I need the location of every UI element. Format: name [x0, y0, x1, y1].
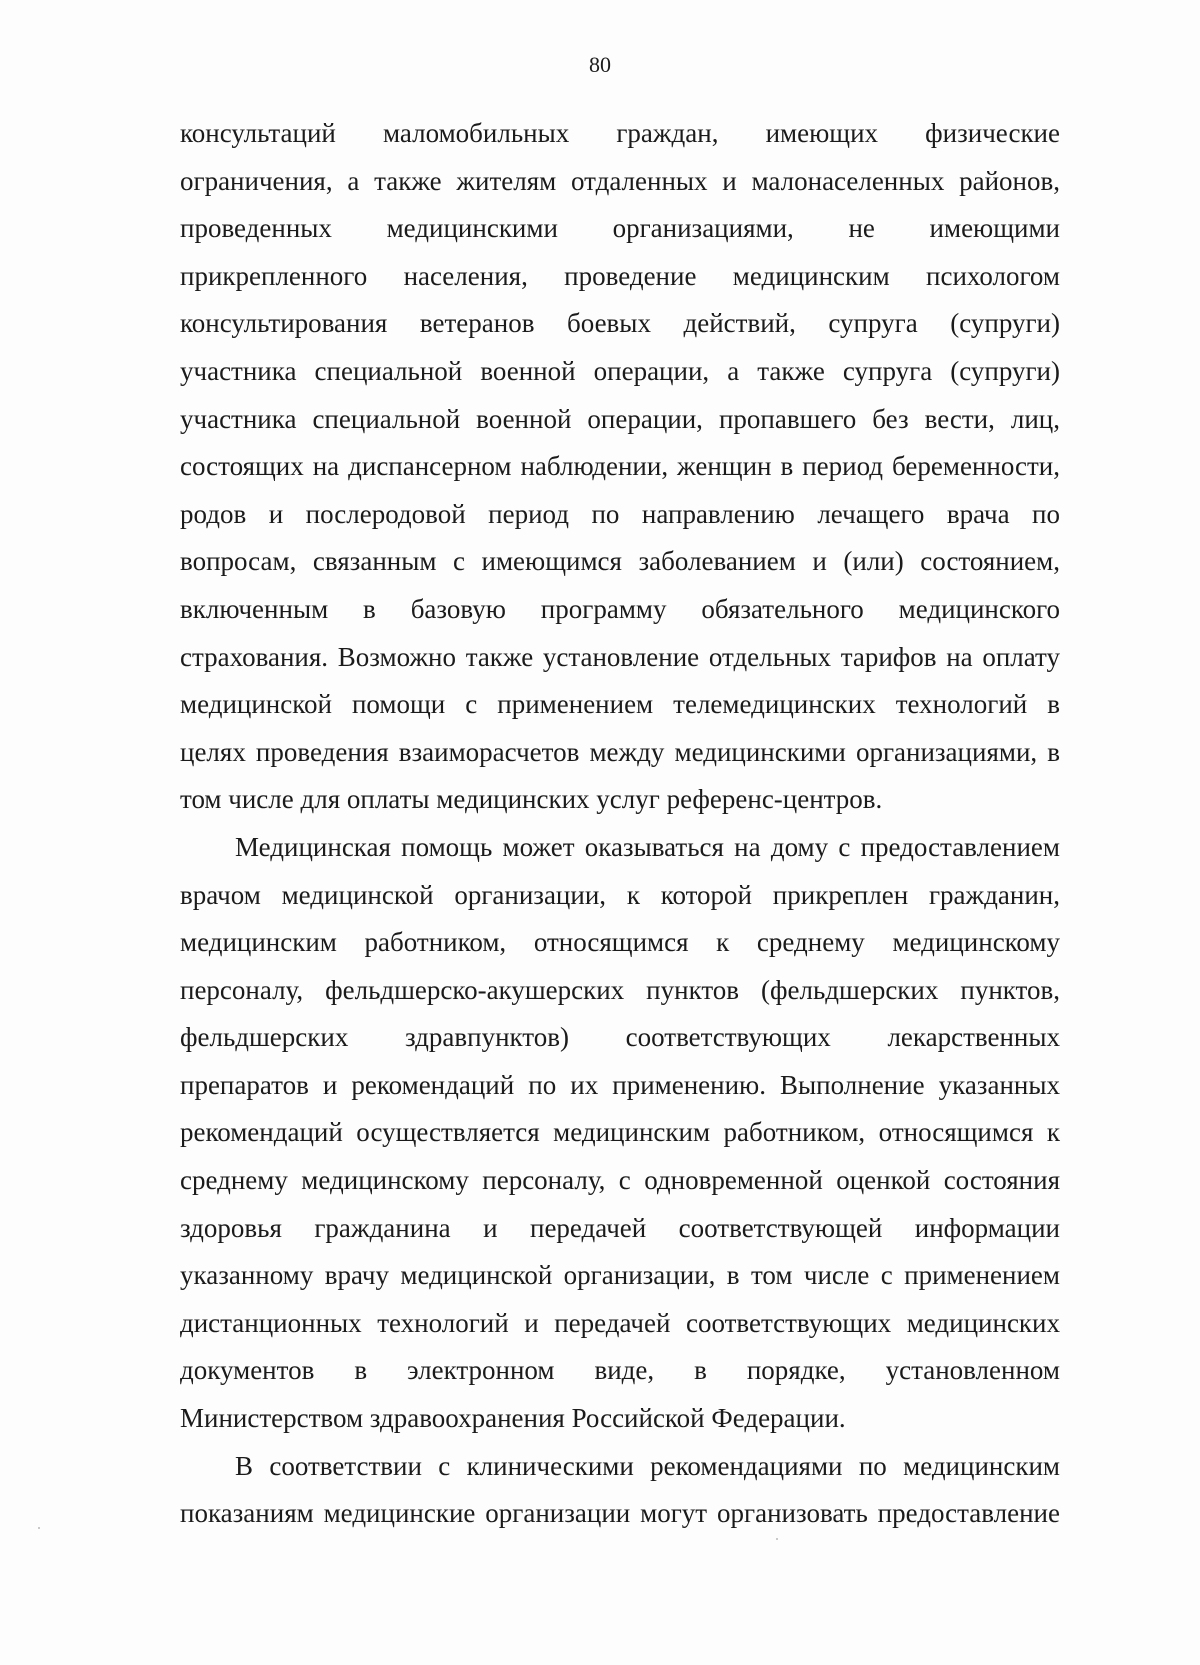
text-line: В соответствии с клиническими рекомендациями по медицинским	[235, 1450, 1060, 1481]
text-line: медицинским работником, относящимся к среднему медицинскому	[180, 927, 1060, 958]
text-line: врачом медицинской организации, к которой прикреплен гражданин,	[180, 879, 1060, 910]
text-line: фельдшерских здравпунктов) соответствующих лекарственных	[180, 1022, 1060, 1053]
document-body	[180, 110, 1060, 1538]
text-line: документов в электронном виде, в порядке, установленном	[180, 1355, 1060, 1386]
text-line: консультирования ветеранов боевых действий, супруга (супруги)	[180, 308, 1060, 339]
paragraph-3	[180, 1443, 1060, 1538]
text-line: страхования. Возможно также установление отдельных тарифов на оплату	[180, 641, 1060, 672]
text-line: проведенных медицинскими организациями, не имеющими	[180, 213, 1060, 244]
text-line: консультаций маломобильных граждан, имеющих физические	[180, 118, 1060, 148]
text-line: Медицинская помощь может оказываться на дому с предоставлением	[235, 831, 1060, 862]
text-line: прикрепленного населения, проведение медицинским психологом	[180, 260, 1060, 291]
text-line: указанному врачу медицинской организации, в том числе с применением	[180, 1260, 1060, 1291]
paragraph-1	[180, 110, 1060, 824]
scan-speck	[776, 1538, 778, 1540]
text-line: состоящих на диспансерном наблюдении, женщин в период беременности,	[180, 451, 1060, 482]
text-line: Министерством здравоохранения Российской Федерации.	[180, 1403, 846, 1434]
text-line: вопросам, связанным с имеющимся заболеванием и (или) состоянием,	[180, 546, 1060, 577]
text-line: препаратов и рекомендаций по их применению. Выполнение указанных	[180, 1069, 1060, 1100]
text-line: среднему медицинскому персоналу, с одновременной оценкой состояния	[180, 1165, 1060, 1196]
paragraph-2	[180, 824, 1060, 1443]
text-line: показаниям медицинские организации могут организовать предоставление	[180, 1498, 1060, 1529]
text-line: ограничения, а также жителям отдаленных и малонаселенных районов,	[180, 165, 1060, 196]
text-line: участника специальной военной операции, а также супруга (супруги)	[180, 355, 1060, 386]
text-line: родов и послеродовой период по направлению лечащего врача по	[180, 498, 1060, 529]
page-number: 80	[589, 52, 611, 77]
text-line: участника специальной военной операции, пропавшего без вести, лиц,	[180, 403, 1060, 434]
text-line: целях проведения взаиморасчетов между медицинскими организациями, в	[180, 736, 1060, 767]
text-line: включенным в базовую программу обязательного медицинского	[180, 593, 1060, 624]
scan-speck	[38, 1527, 40, 1529]
text-line: том числе для оплаты медицинских услуг референс-центров.	[180, 784, 883, 815]
text-line: персоналу, фельдшерско-акушерских пунктов (фельдшерских пунктов,	[180, 974, 1060, 1005]
text-line: дистанционных технологий и передачей соответствующих медицинских	[180, 1307, 1060, 1338]
text-line: рекомендаций осуществляется медицинским работником, относящимся к	[180, 1117, 1060, 1148]
text-line: здоровья гражданина и передачей соответствующей информации	[180, 1212, 1060, 1243]
text-line: медицинской помощи с применением телемедицинских технологий в	[180, 689, 1060, 720]
